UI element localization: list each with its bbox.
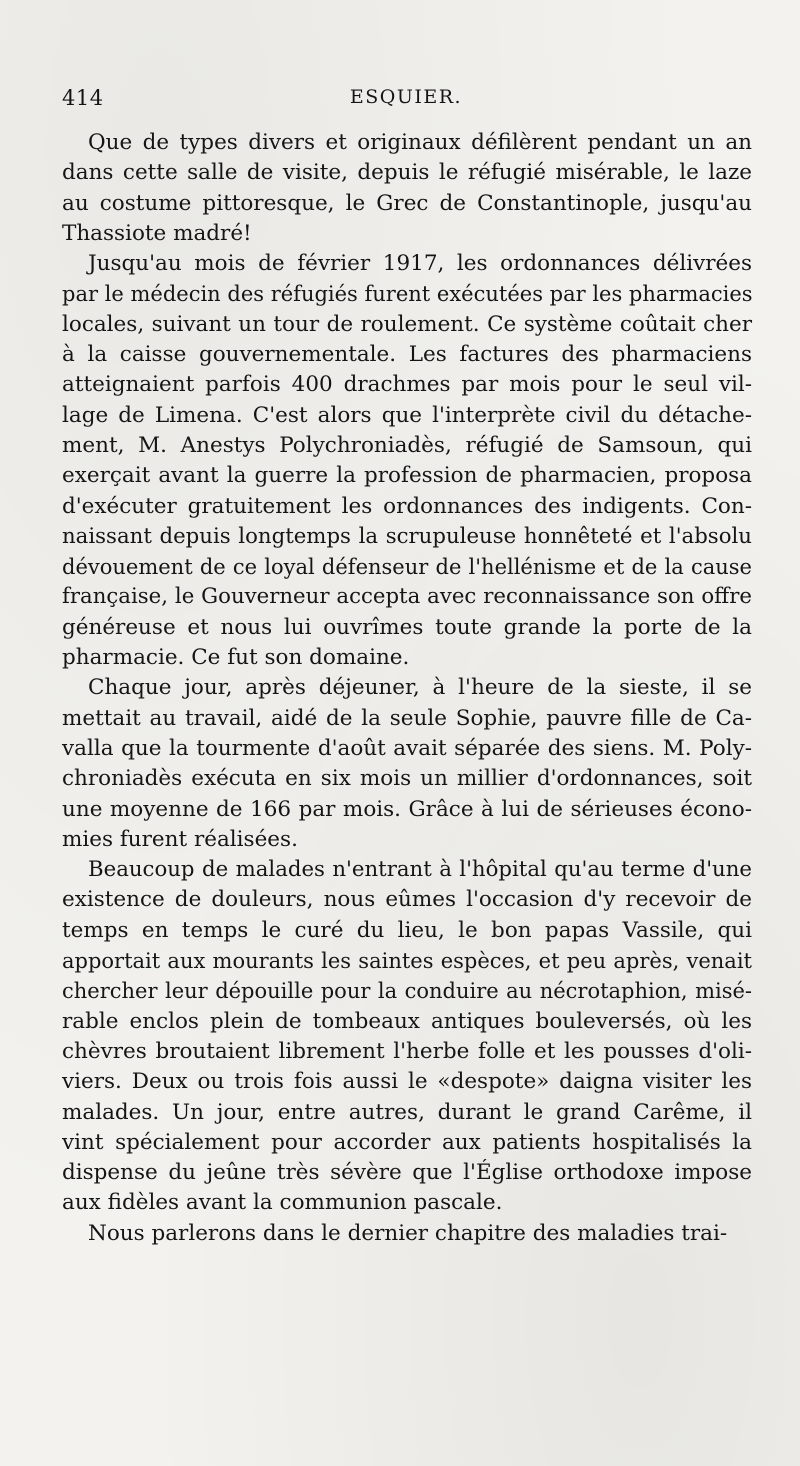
page-number: 414 [62, 86, 104, 110]
text-line: apportait aux mourants les saintes espèces, et peu après, venait [62, 949, 752, 974]
text-line: dispense du jeûne très sévère que l'Église orthodoxe impose [62, 1160, 752, 1186]
text-line: naissant depuis longtemps la scrupuleuse honnêteté et l'absolu [62, 523, 752, 549]
text-line: locales, suivant un tour de roulement. Ce système coûtait cher [62, 311, 752, 337]
text-line: au costume pittoresque, le Grec de Constantinople, jusqu'au [62, 190, 752, 216]
running-head: ESQUIER. [349, 86, 463, 108]
text-line: existence de douleurs, nous eûmes l'occasion d'y recevoir de [62, 887, 752, 913]
text-line: viers. Deux ou trois fois aussi le «despote» daigna visiter les [62, 1069, 752, 1095]
text-line: Thassiote madré! [62, 220, 252, 246]
text-line: chroniadès exécuta en six mois un millier d'ordonnances, soit [62, 766, 752, 792]
text-line: mettait au travail, aidé de la seule Sophie, pauvre fille de Ca- [62, 705, 752, 731]
text-line: Chaque jour, après déjeuner, à l'heure de la sieste, il se [88, 675, 752, 701]
text-line: lage de Limena. C'est alors que l'interprète civil du détache- [62, 402, 752, 428]
text-line: dévouement de ce loyal défenseur de l'hellénisme et de la cause [62, 555, 752, 580]
text-line: ment, M. Anestys Polychroniadès, réfugié de Samsoun, qui [62, 432, 752, 458]
text-line: mies furent réalisées. [62, 826, 298, 852]
text-line: Nous parlerons dans le dernier chapitre des maladies trai- [88, 1220, 728, 1246]
paragraph [62, 249, 752, 673]
text-line: chèvres broutaient librement l'herbe folle et les pousses d'oli- [62, 1038, 752, 1064]
text-line: dans cette salle de visite, depuis le réfugié misérable, le laze [62, 160, 752, 186]
text-line: exerçait avant la guerre la profession de pharmacien, proposa [62, 463, 752, 489]
text-line: vint spécialement pour accorder aux patients hospitalisés la [62, 1129, 752, 1155]
text-line: rable enclos plein de tombeaux antiques bouleversés, où les [62, 1008, 752, 1034]
text-line: à la caisse gouvernementale. Les factures des pharmaciens [62, 342, 752, 368]
text-line: aux fidèles avant la communion pascale. [62, 1190, 503, 1216]
body-text [62, 128, 752, 1249]
paragraph [62, 1219, 752, 1249]
text-line: Beaucoup de malades n'entrant à l'hôpital qu'au terme d'une [88, 857, 752, 883]
text-line: chercher leur dépouille pour la conduire au nécrotaphion, misé- [62, 979, 752, 1004]
text-line: valla que la tourmente d'août avait séparée des siens. M. Poly- [62, 735, 752, 761]
text-line: d'exécuter gratuitement les ordonnances des indigents. Con- [62, 493, 752, 519]
paragraph [62, 673, 752, 855]
text-line: généreuse et nous lui ouvrîmes toute grande la porte de la [62, 614, 752, 640]
text-line: temps en temps le curé du lieu, le bon papas Vassile, qui [62, 917, 752, 943]
text-line: pharmacie. Ce fut son domaine. [62, 645, 410, 671]
paragraph [62, 128, 752, 249]
paragraph [62, 855, 752, 1219]
page-header [62, 86, 750, 116]
text-line: malades. Un jour, entre autres, durant le grand Carême, il [62, 1099, 752, 1125]
text-line: française, le Gouverneur accepta avec reconnaissance son offre [62, 584, 752, 610]
text-line: Jusqu'au mois de février 1917, les ordonnances délivrées [88, 251, 752, 277]
text-line: une moyenne de 166 par mois. Grâce à lui de sérieuses écono- [62, 796, 752, 822]
text-line: atteignaient parfois 400 drachmes par mois pour le seul vil- [62, 372, 752, 398]
text-line: Que de types divers et originaux défilèrent pendant un an [88, 130, 752, 155]
text-line: par le médecin des réfugiés furent exécutées par les pharmacies [62, 282, 753, 307]
